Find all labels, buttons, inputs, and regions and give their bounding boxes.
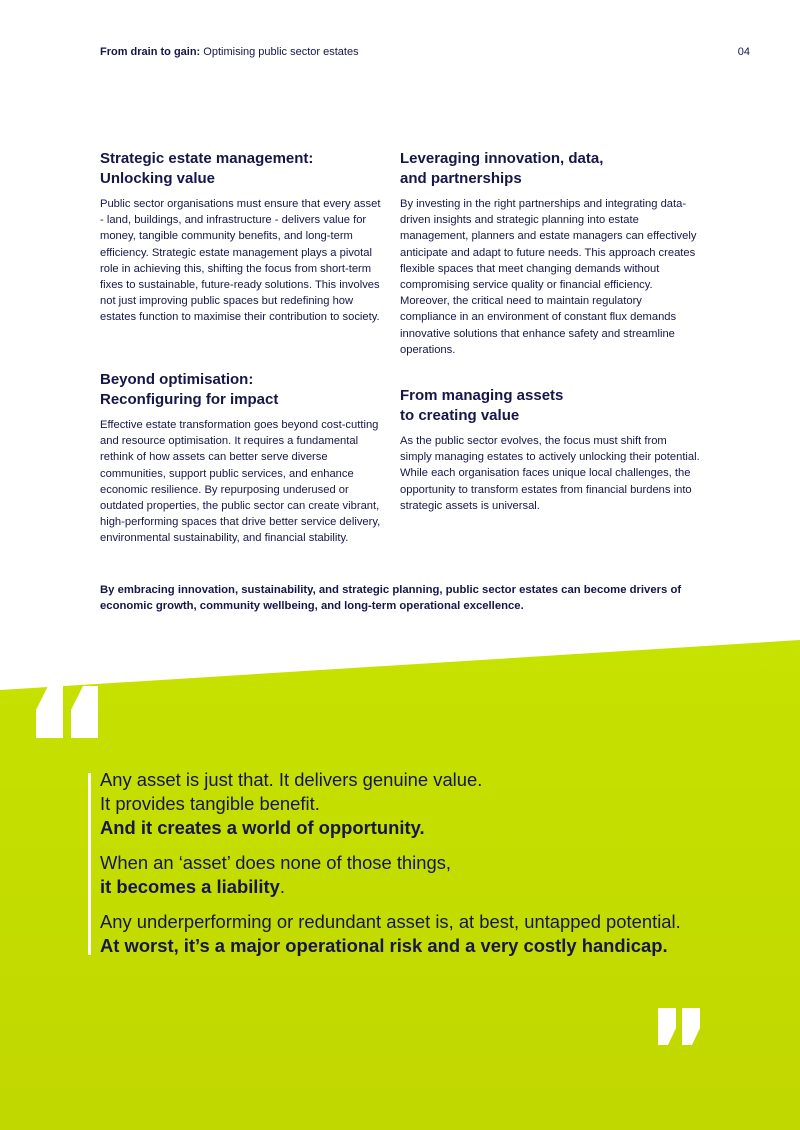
quote-line: Any underperforming or redundant asset is, at best, untapped potential. — [100, 911, 681, 932]
quote-line-emphasis: At worst, it’s a major operational risk and a very costly handicap. — [100, 935, 668, 956]
quote-paragraph-2 — [100, 851, 780, 899]
quote-accent-bar — [88, 773, 91, 955]
quote-punctuation: . — [279, 876, 286, 897]
document-title-rest: Optimising public sector estates — [200, 46, 359, 58]
quote-line-emphasis: it becomes a liability — [100, 876, 280, 897]
opening-quote-icon — [36, 686, 98, 738]
section-from-managing-assets — [400, 386, 700, 514]
section-heading-line-1: Leveraging innovation, data, — [400, 150, 604, 167]
page-number: 04 — [737, 46, 750, 58]
quote-line-emphasis: And it creates a world of opportunity. — [100, 817, 425, 838]
page-header — [100, 46, 750, 62]
pull-quote — [100, 768, 780, 969]
section-heading — [400, 149, 700, 189]
section-heading-line-1: Beyond optimisation: — [100, 371, 254, 388]
quote-line: When an ‘asset’ does none of those things, — [100, 852, 452, 873]
closing-quote-icon — [658, 1008, 700, 1045]
section-strategic-estate-management — [100, 149, 385, 326]
quote-line: Any asset is just that. It delivers genuine value. — [100, 769, 483, 790]
section-heading — [400, 386, 700, 426]
summary-statement: By embracing innovation, sustainability, and strategic planning, public sector estates can become drivers of economic growth, community wellbeing, and long-term operational excellence. — [100, 584, 682, 612]
section-body: Public sector organisations must ensure that every asset - land, buildings, and infrastructure - delivers value for money, tangible community benefits, and long-term efficiency. Strategic estate management plays a pivotal role in achieving this, shifting the focus from short-term fixes to sustainable, future-ready solutions. This involves not just improving public spaces but redefining how estates function to maximise their contribution to society. — [100, 198, 381, 324]
quote-line: It provides tangible benefit. — [100, 793, 320, 814]
document-title-bold: From drain to gain: — [100, 46, 201, 58]
section-heading-line-1: From managing assets — [400, 387, 564, 404]
section-body: As the public sector evolves, the focus must shift from simply managing estates to actively unlocking their potential. While each organisation faces unique local challenges, the opportunity to transform estates from financial burdens into strategic assets is universal. — [400, 435, 700, 512]
section-leveraging-innovation — [400, 149, 700, 358]
section-heading-line-2: Unlocking value — [100, 170, 216, 187]
section-body: By investing in the right partnerships and integrating data-driven insights and strategic planning into estate management, planners and estate managers can effectively anticipate and adapt to future needs. This approach creates flexible spaces that meet changing demands without compromising service quality or financial efficiency. Moreover, the critical need to maintain regulatory compliance in an environment of constant flux demands innovative solutions that enhance safety and streamline operations. — [400, 198, 697, 356]
quote-line — [100, 875, 780, 899]
section-beyond-optimisation — [100, 370, 385, 547]
section-heading-line-2: and partnerships — [400, 170, 522, 187]
quote-paragraph-3 — [100, 910, 780, 958]
section-body: Effective estate transformation goes beyond cost-cutting and resource optimisation. It requires a fundamental rethink of how assets can better serve diverse communities, support public services, and enhance economic resilience. By repurposing underused or outdated properties, the public sector can create vibrant, high-performing spaces that drive better service delivery, environmental sustainability, and financial stability. — [100, 419, 381, 545]
section-heading — [100, 370, 385, 410]
section-heading-line-2: to creating value — [400, 407, 520, 424]
section-heading — [100, 149, 385, 189]
document-title — [100, 46, 359, 58]
section-heading-line-1: Strategic estate management: — [100, 150, 314, 167]
section-heading-line-2: Reconfiguring for impact — [100, 391, 279, 408]
quote-paragraph-1 — [100, 768, 780, 840]
